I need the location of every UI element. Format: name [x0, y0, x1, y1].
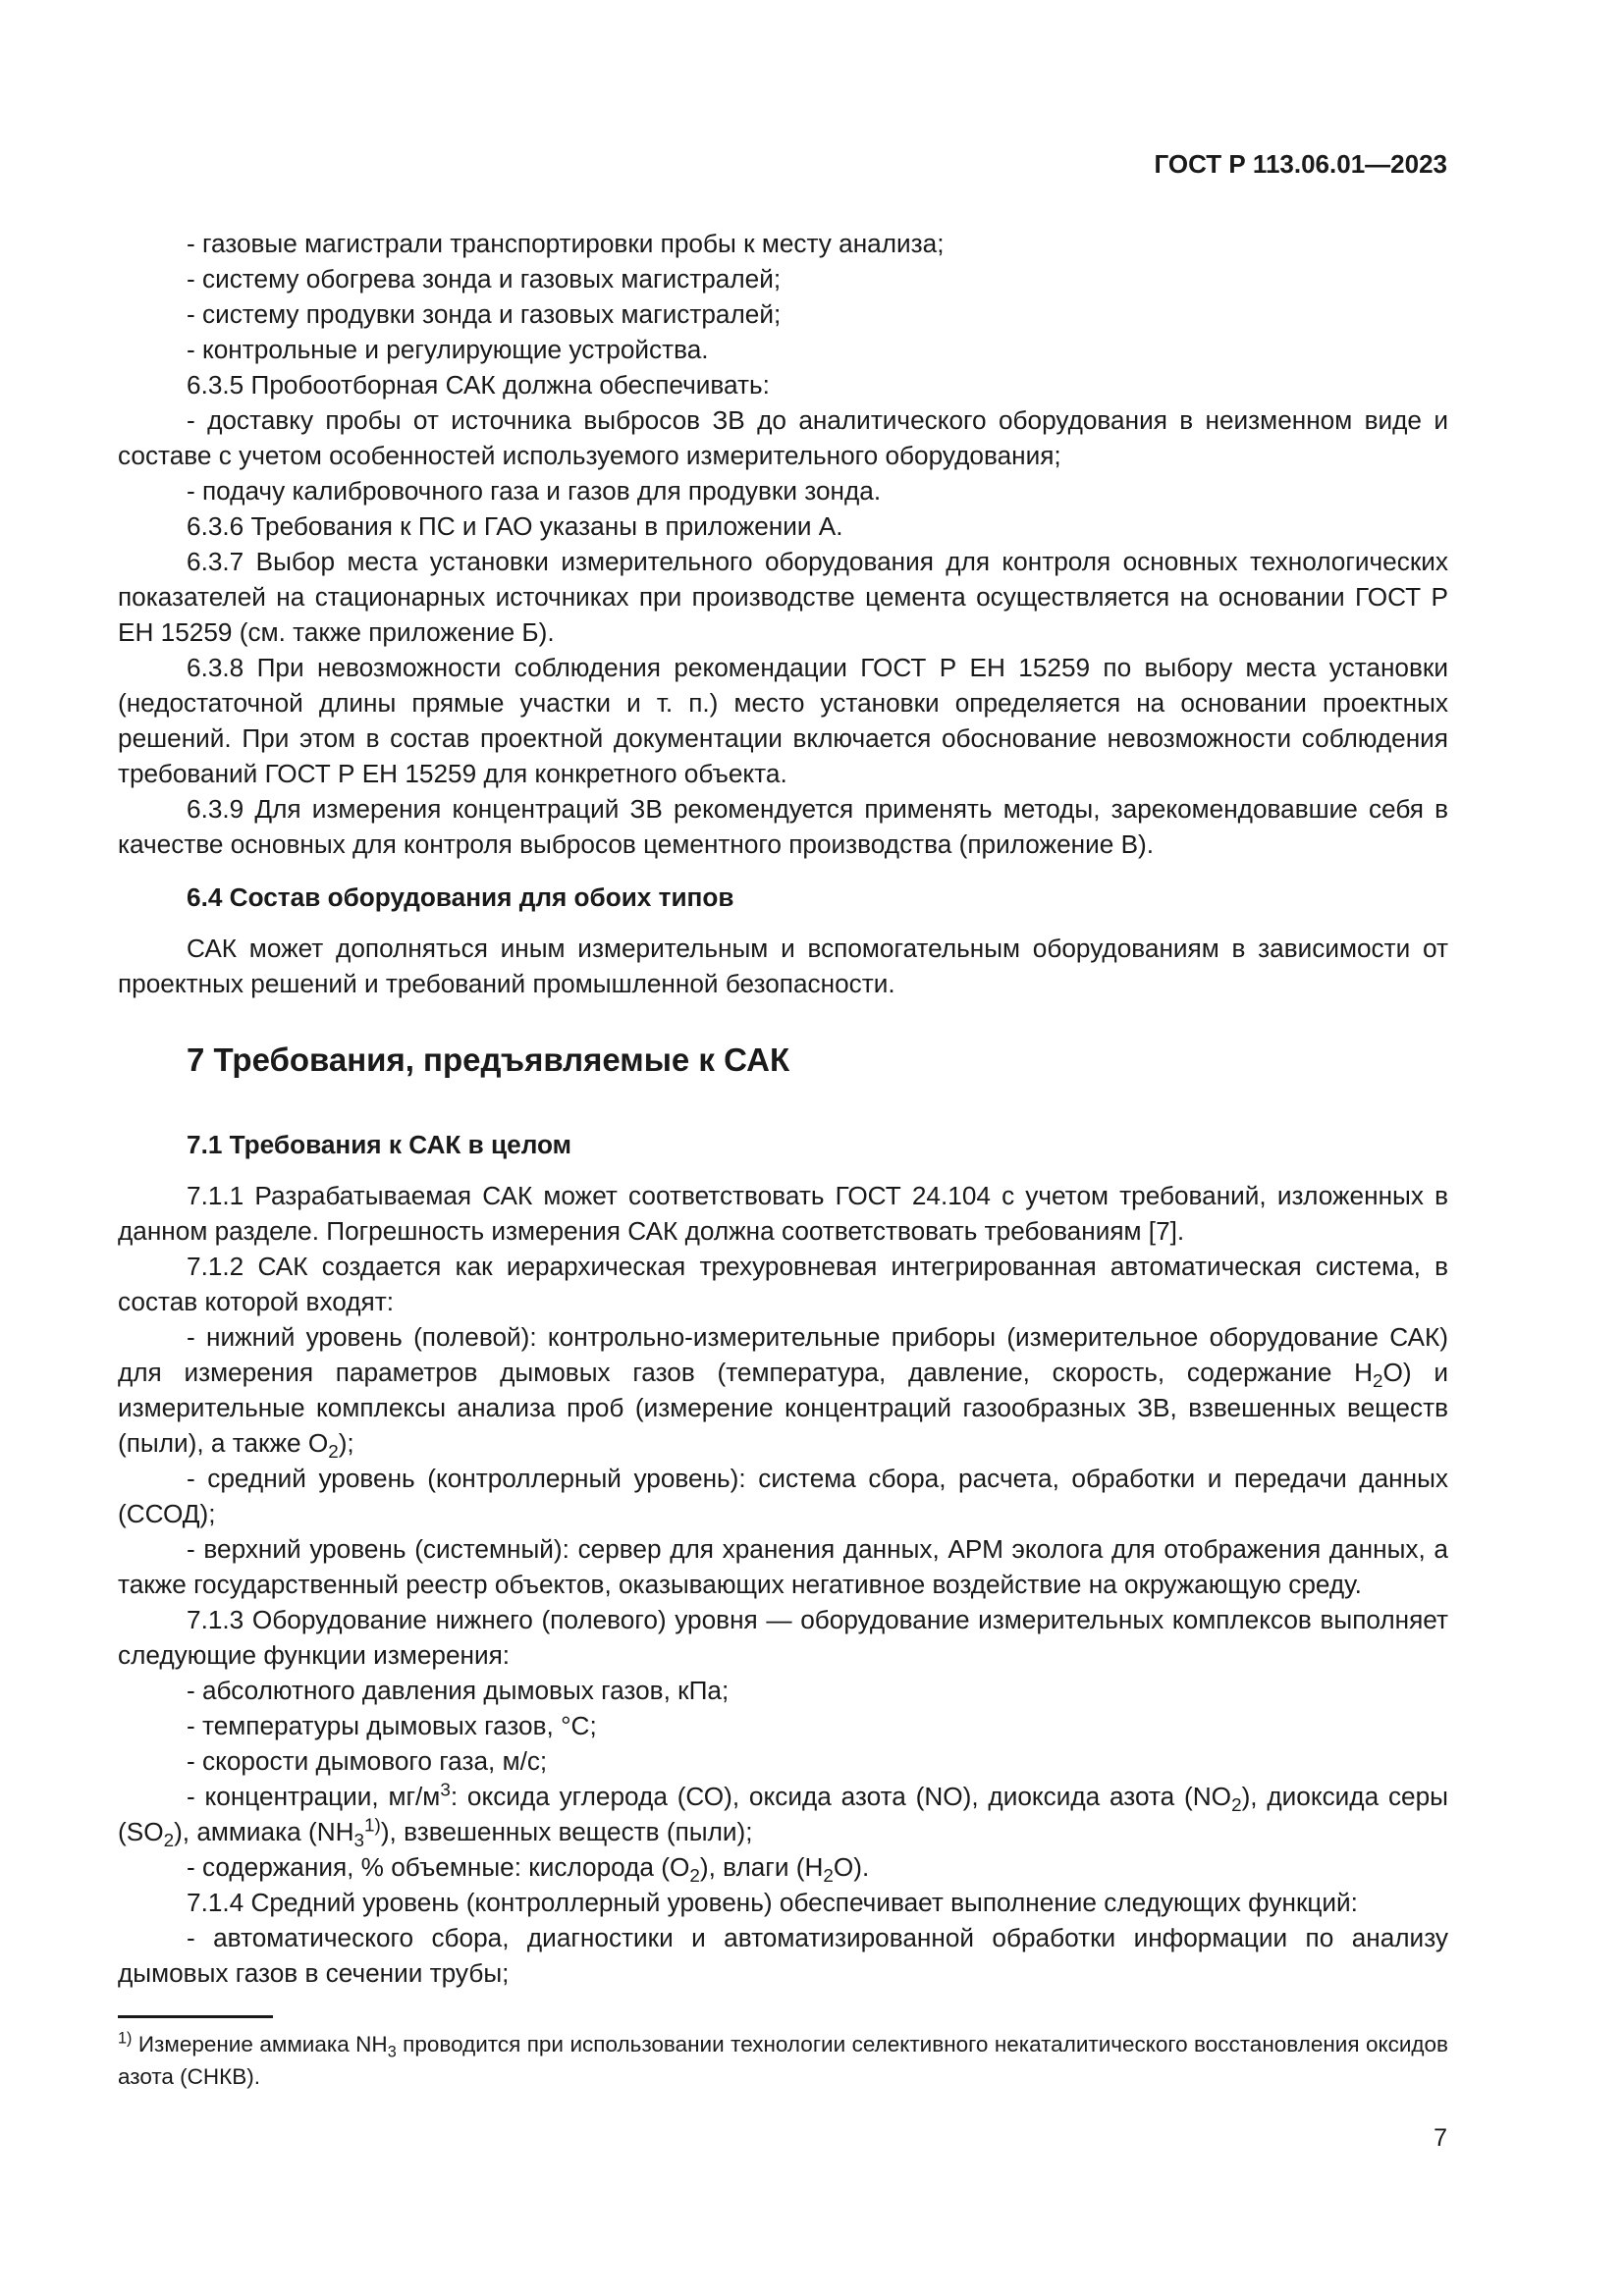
clause-6-3-9: 6.3.9 Для измерения концентраций ЗВ рекомендуется применять методы, зарекомендовавшие себя в качестве основных для контроля выбросов цементного производства (приложение В). [118, 794, 1448, 859]
section-7-heading: 7 Требования, предъявляемые к САК [187, 1041, 790, 1078]
list-item: - доставку пробы от источника выбросов ЗВ до аналитического оборудования в неизменном виде и составе с учетом особенностей используемого измерительного оборудования; [118, 405, 1448, 470]
list-item: - контрольные и регулирующие устройства. [187, 335, 709, 364]
footnote-mark: 1) [118, 2029, 133, 2048]
clause-6-3-8: 6.3.8 При невозможности соблюдения рекомендации ГОСТ Р ЕН 15259 по выбору места установки (недостаточной длины прямые участки и т. п.) место установки определяется на основании проектных решений. При этом в состав проектной документации включается обоснование невозможности соблюдения требований ГОСТ Р ЕН 15259 для конкретного объекта. [118, 653, 1448, 788]
list-item: - газовые магистрали транспортировки пробы к месту анализа; [187, 229, 945, 258]
clause-6-3-5: 6.3.5 Пробоотборная САК должна обеспечивать: [187, 370, 770, 400]
clause-6-3-6: 6.3.6 Требования к ПС и ГАО указаны в приложении А. [187, 511, 843, 541]
list-item-concentrations: - концентрации, $мг/м^3$: оксида углерода (СО), оксида азота (NO), диоксида азота $(NO_2)$, диоксида серы $(SO_2)$, аммиака $(NH_3^{1)})$, взвешенных веществ (пыли); [118, 1779, 1448, 1851]
clause-6-3-7: 6.3.7 Выбор места установки измерительного оборудования для контроля основных технологических показателей на стационарных источниках при производстве цемента осуществляется на основании ГОСТ Р ЕН 15259 (см. также приложение Б). [118, 547, 1448, 647]
clause-7-1-1: 7.1.1 Разрабатываемая САК может соответствовать ГОСТ 24.104 с учетом требований, изложенных в данном разделе. Погрешность измерения САК должна соответствовать требованиям [7]. [118, 1181, 1448, 1246]
section-7-1-heading: 7.1 Требования к САК в целом [187, 1130, 572, 1159]
clause-7-1-4: 7.1.4 Средний уровень (контроллерный уровень) обеспечивает выполнение следующих функций: [187, 1888, 1358, 1917]
section-6-4-text: САК может дополняться иным измерительным и вспомогательным оборудованиям в зависимости от проектных решений и требований промышленной безопасности. [118, 934, 1448, 998]
list-item-middle-level: - средний уровень (контроллерный уровень): система сбора, расчета, обработки и передачи данных (ССОД); [118, 1464, 1448, 1528]
clause-7-1-2: 7.1.2 САК создается как иерархическая трехуровневая интегрированная автоматическая система, в состав которой входят: [118, 1252, 1448, 1316]
page-number: 7 [1434, 2124, 1447, 2152]
list-item: - скорости дымового газа, м/с; [187, 1746, 548, 1776]
clause-7-1-3: 7.1.3 Оборудование нижнего (полевого) уровня — оборудование измерительных комплексов выполняет следующие функции измерения: [118, 1605, 1448, 1670]
list-item: - систему продувки зонда и газовых магистралей; [187, 299, 782, 329]
footnote: $^{1)}$ Измерение аммиака $NH_3$ проводится при использовании технологии селективного некаталитического восстановления оксидов азота (СНКВ). [118, 2029, 1449, 2089]
list-item: - автоматического сбора, диагностики и автоматизированной обработки информации по анализу дымовых газов в сечении трубы; [118, 1923, 1448, 1988]
document-code-header: ГОСТ Р 113.06.01—2023 [1154, 149, 1447, 179]
list-item-content: - содержания, % объемные: кислорода $(О_2)$, влаги $(Н_2О)$. [187, 1852, 870, 1887]
list-item: - систему обогрева зонда и газовых магистралей; [187, 264, 782, 294]
list-item-upper-level: - верхний уровень (системный): сервер для хранения данных, АРМ эколога для отображения данных, а также государственный реестр объектов, оказывающих негативное воздействие на окружающую среду. [118, 1534, 1448, 1599]
list-item: - абсолютного давления дымовых газов, кПа; [187, 1676, 730, 1705]
list-item: - подачу калибровочного газа и газов для продувки зонда. [187, 476, 882, 506]
footnote-reference: 1) [364, 1814, 381, 1836]
list-item: - температуры дымовых газов, °С; [187, 1711, 597, 1740]
footnote-divider [118, 2015, 273, 2018]
list-item-lower-level: - нижний уровень (полевой): контрольно-измерительные приборы (измерительное оборудование САК) для измерения параметров дымовых газов (температура, давление, скорость, содержание $Н_2О$) и измерительные комплексы анализа проб (измерение концентраций газообразных ЗВ, взвешенных веществ (пыли), а также $О_2$); [118, 1322, 1448, 1463]
document-body [118, 226, 1448, 1991]
section-6-4-heading: 6.4 Состав оборудования для обоих типов [187, 882, 734, 912]
